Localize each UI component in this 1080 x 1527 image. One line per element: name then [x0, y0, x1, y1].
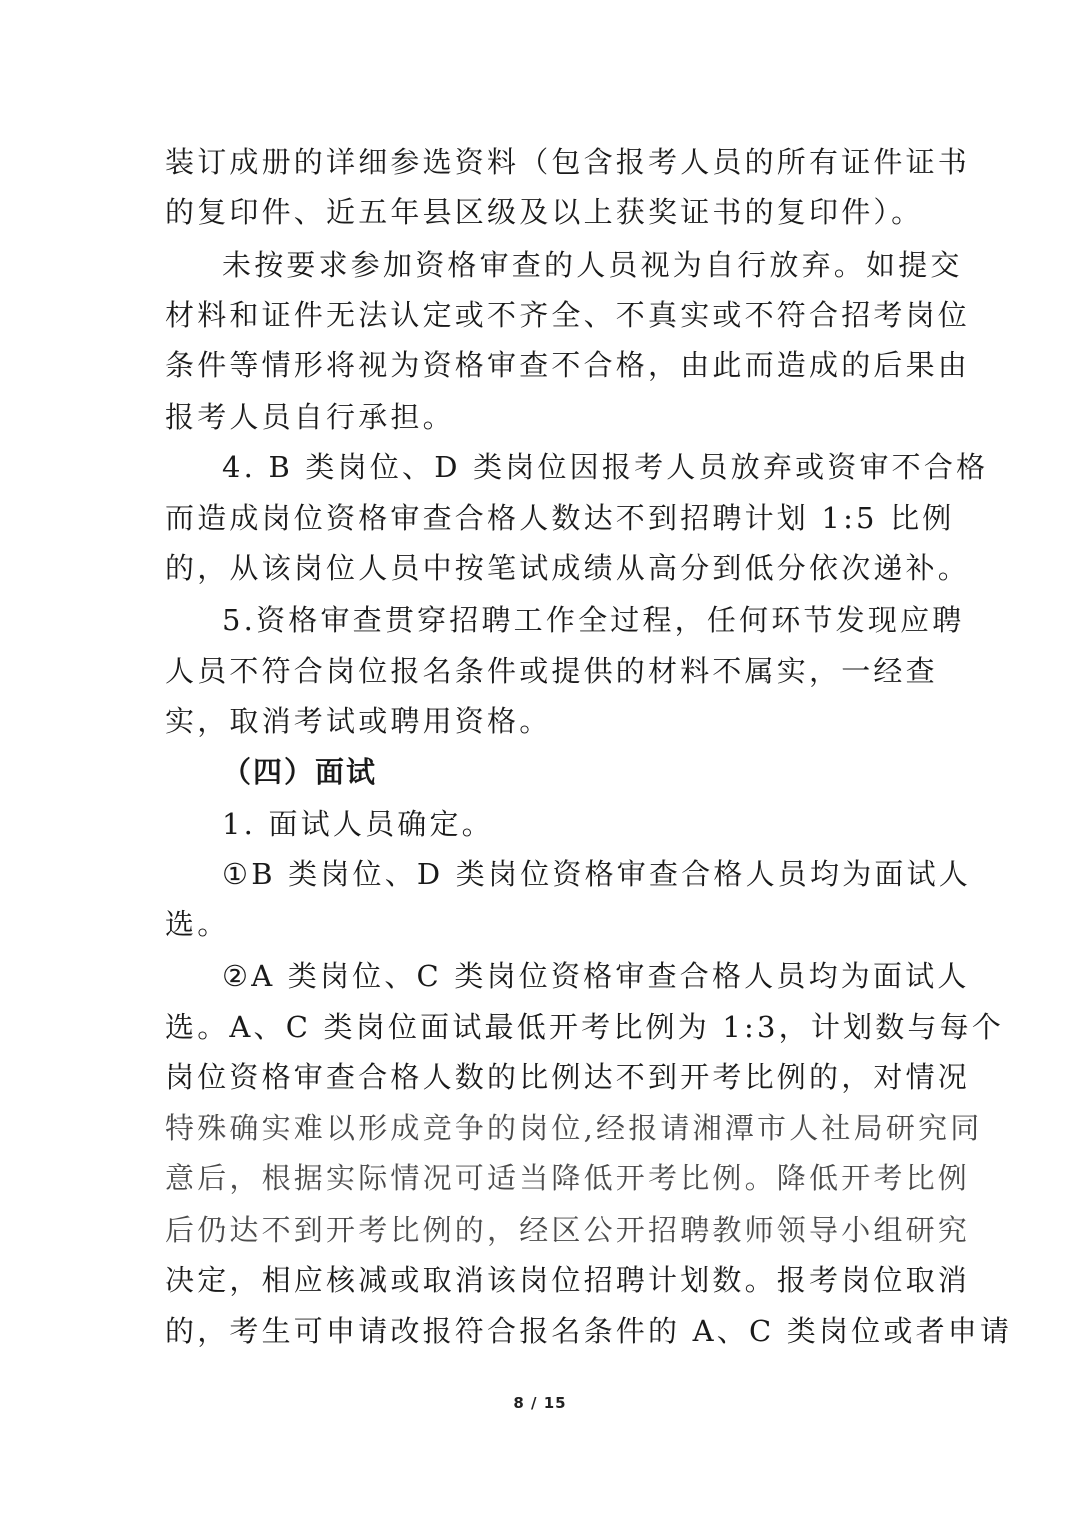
text-line-5: 条件等情形将视为资格审查不合格，由此而造成的后果由 [165, 348, 971, 382]
text-line-22: 后仍达不到开考比例的，经区公开招聘教师领导小组研究 [165, 1213, 971, 1247]
section-heading: （四）面试 [222, 755, 378, 789]
text-line-6: 报考人员自行承担。 [165, 400, 455, 434]
text-line-7: 4. B 类岗位、D 类岗位因报考人员放弃或资审不合格 [222, 450, 989, 484]
text-line-18: 选。A、C 类岗位面试最低开考比例为 1:3，计划数与每个 [165, 1010, 1005, 1044]
text-line-4: 材料和证件无法认定或不齐全、不真实或不符合招考岗位 [165, 298, 971, 332]
page-number: 8 / 15 [513, 1394, 567, 1412]
text-line-1: 装订成册的详细参选资料（包含报考人员的所有证件证书 [165, 145, 971, 179]
text-line-16: 选。 [165, 907, 230, 941]
text-line-3: 未按要求参加资格审查的人员视为自行放弃。如提交 [222, 248, 963, 282]
text-line-12: 实，取消考试或聘用资格。 [165, 704, 552, 738]
text-line-17: ②A 类岗位、C 类岗位资格审查合格人员均为面试人 [222, 959, 970, 993]
text-line-15: ①B 类岗位、D 类岗位资格审查合格人员均为面试人 [222, 857, 971, 891]
text-line-20: 特殊确实难以形成竞争的岗位,经报请湘潭市人社局研究同 [165, 1111, 983, 1145]
text-line-19: 岗位资格审查合格人数的比例达不到开考比例的，对情况 [165, 1060, 971, 1094]
text-line-10: 5.资格审查贯穿招聘工作全过程，任何环节发现应聘 [222, 603, 965, 637]
text-line-2: 的复印件、近五年县区级及以上获奖证书的复印件）。 [165, 195, 924, 229]
text-line-21: 意后，根据实际情况可适当降低开考比例。降低开考比例 [165, 1161, 971, 1195]
text-line-11: 人员不符合岗位报名条件或提供的材料不属实，一经查 [165, 654, 938, 688]
text-line-14: 1. 面试人员确定。 [222, 807, 494, 841]
text-line-9: 的，从该岗位人员中按笔试成绩从高分到低分依次递补。 [165, 551, 971, 585]
text-line-8: 而造成岗位资格审查合格人数达不到招聘计划 1:5 比例 [165, 501, 955, 535]
text-line-23: 决定，相应核减或取消该岗位招聘计划数。报考岗位取消 [165, 1263, 971, 1297]
text-line-24: 的，考生可申请改报符合报名条件的 A、C 类岗位或者申请 [165, 1314, 1013, 1348]
